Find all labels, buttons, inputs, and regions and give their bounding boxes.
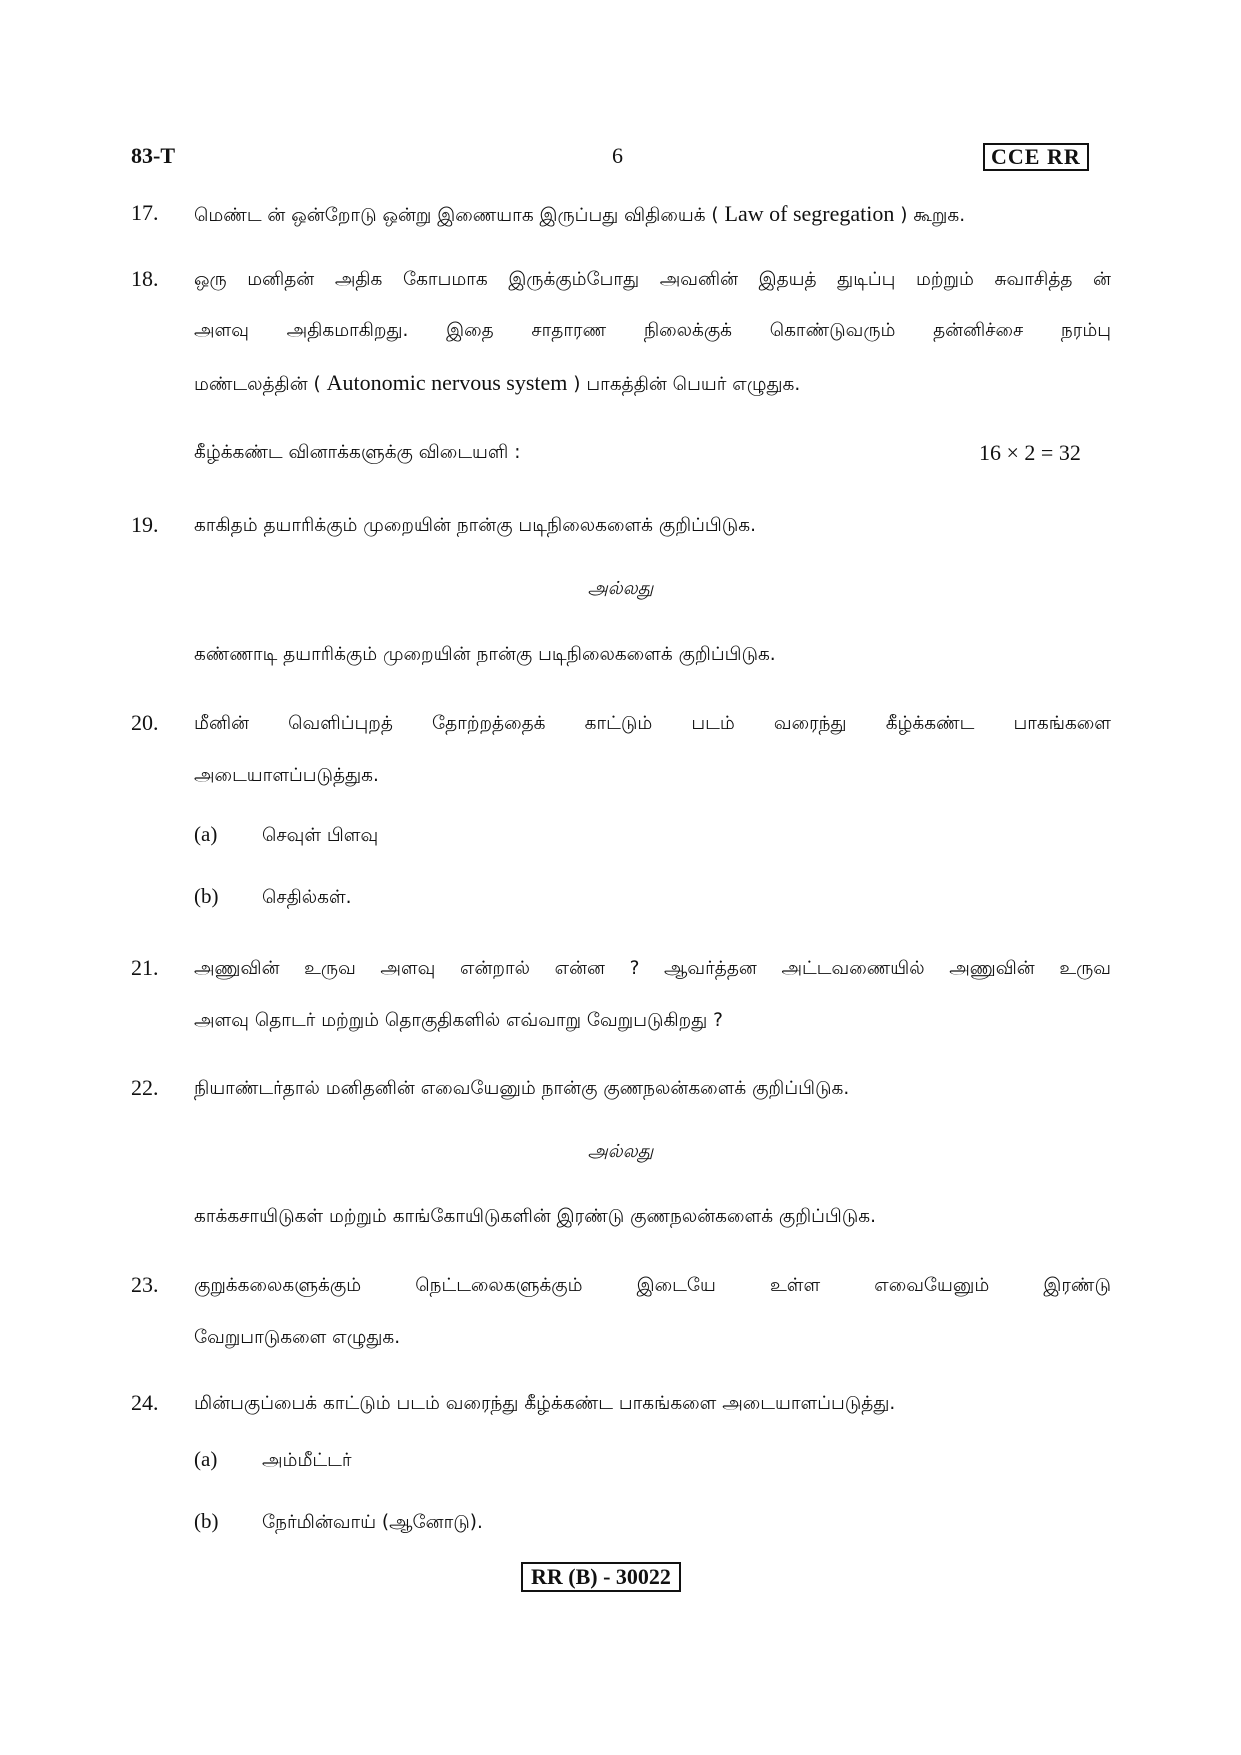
option-a (194, 1447, 352, 1473)
page-number: 6 (612, 143, 623, 168)
question-text-part: ) பாகத்தின் பெயர் எழுதுக. (567, 374, 801, 395)
footer-code-box: RR (B) - 30022 (521, 1562, 681, 1592)
question-text-part: மண்டலத்தின் ( (194, 374, 327, 395)
alternative-question: கண்ணாடி தயாரிக்கும் முறையின் நான்கு படிநிலைகளைக் குறிப்பிடுக. (194, 644, 776, 665)
question-text: மின்பகுப்பைக் காட்டும் படம் வரைந்து கீழ்க்கண்ட பாகங்களை அடையாளப்படுத்து. (194, 1393, 896, 1414)
option-label: (b) (194, 884, 219, 908)
question-line-3 (194, 357, 1111, 411)
question-number: 19. (131, 512, 159, 537)
option-label: (a) (194, 1447, 218, 1471)
question-line-2: அடையாளப்படுத்துக. (194, 765, 379, 786)
option-text: செவுள் பிளவு (262, 825, 379, 846)
section-instruction: கீழ்க்கண்ட வினாக்களுக்கு விடையளி : (194, 442, 521, 463)
series-box: CCE RR (983, 143, 1089, 171)
question-line-1: குறுக்கலைகளுக்கும் நெட்டலைகளுக்கும் இடையே உள்ள எவையேனும் இரண்டு (194, 1275, 1111, 1296)
option-text: நேர்மின்வாய் (ஆனோடு). (262, 1512, 483, 1533)
question-number: 21. (131, 955, 159, 980)
question-text: நியாண்டர்தால் மனிதனின் எவையேனும் நான்கு குணநலன்களைக் குறிப்பிடுக. (194, 1078, 850, 1099)
question-line-1: அணுவின் உருவ அளவு என்றால் என்ன ? ஆவர்த்தன அட்டவணையில் அணுவின் உருவ (194, 958, 1111, 979)
option-text: செதில்கள். (262, 887, 352, 908)
question-text-part: ) கூறுக. (894, 205, 966, 226)
question-line-2: வேறுபாடுகளை எழுதுக. (194, 1327, 401, 1348)
question-number: 22. (131, 1075, 159, 1100)
question-number: 17. (131, 200, 159, 225)
option-text: அம்மீட்டர் (262, 1450, 352, 1471)
question-number: 20. (131, 710, 159, 735)
question-number: 18. (131, 266, 159, 291)
question-line-1: ஒரு மனிதன் அதிக கோபமாக இருக்கும்போது அவனின் இதயத் துடிப்பு மற்றும் சுவாசித்த ன் (194, 269, 1111, 290)
question-line-2: அளவு அதிகமாகிறது. இதை சாதாரண நிலைக்குக் கொண்டுவரும் தன்னிச்சை நரம்பு (194, 320, 1111, 341)
question-line-1: மீனின் வெளிப்புறத் தோற்றத்தைக் காட்டும் படம் வரைந்து கீழ்க்கண்ட பாகங்களை (194, 713, 1111, 734)
option-b (194, 884, 352, 910)
question-line-2: அளவு தொடர் மற்றும் தொகுதிகளில் எவ்வாறு வேறுபடுகிறது ? (194, 1010, 723, 1031)
alternative-question: காக்கசாயிடுகள் மற்றும் காங்கோயிடுகளின் இரண்டு குணநலன்களைக் குறிப்பிடுக. (194, 1206, 877, 1227)
option-label: (b) (194, 1509, 219, 1533)
question-number: 24. (131, 1390, 159, 1415)
or-separator: அல்லது (587, 1141, 654, 1162)
question-number: 23. (131, 1272, 159, 1297)
english-term: Law of segregation (724, 201, 895, 226)
section-marks: 16 × 2 = 32 (979, 440, 1081, 465)
option-a (194, 822, 378, 848)
question-text: காகிதம் தயாரிக்கும் முறையின் நான்கு படிநிலைகளைக் குறிப்பிடுக. (194, 515, 756, 536)
question-text-part: மெண்ட ன் ஒன்றோடு ஒன்று இணையாக இருப்பது விதியைக் ( (194, 205, 725, 226)
option-b (194, 1509, 483, 1535)
or-separator: அல்லது (587, 578, 654, 599)
question-text (194, 188, 1111, 242)
option-label: (a) (194, 822, 218, 846)
english-term: Autonomic nervous system (326, 370, 568, 395)
paper-code: 83-T (131, 143, 175, 168)
